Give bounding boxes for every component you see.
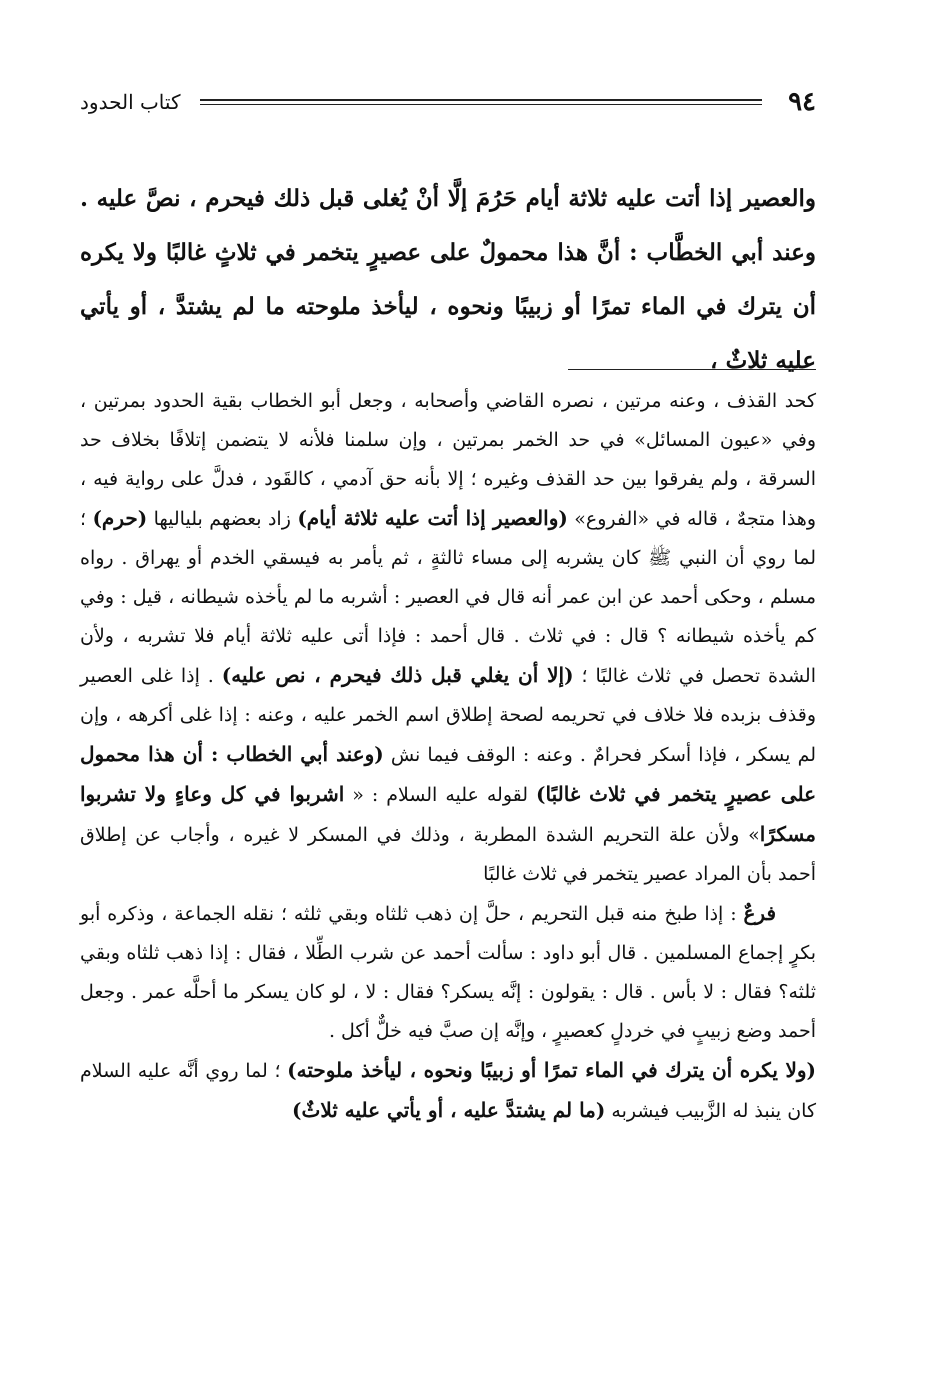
- page-number: ٩٤: [788, 87, 816, 117]
- quoted-main-text: (ما لم يشتدَّ عليه ، أو يأتي عليه ثلاثٌ): [292, 1098, 606, 1122]
- running-header: [80, 80, 816, 124]
- main-text: [80, 172, 816, 388]
- commentary-paragraph-2: [80, 894, 816, 1051]
- commentary-text: ؛ لما روي أنَّه عليه السلام كان ينبذ له الزَّبيب فيشربه: [80, 1060, 816, 1122]
- quoted-main-text: (حرم): [92, 506, 148, 530]
- commentary-paragraph-1: [80, 382, 816, 894]
- commentary-text: ؛ لما روي أن النبي ﷺ كان يشربه إلى مساء ثالثةٍ ، ثم يأمر به فيسقي الخدم أو يهراق . رواه مسلم ، وحكى أحمد عن ابن عمر أنه قال في العصير : أشربه ما لم يأخذه شيطانه ، قيل : وفي كم يأخذه شيطانه ؟ قال : في ثلاث . قال أحمد : فإذا أتى عليه ثلاثة أيام فلا تشربه ، ولأن الشدة تحصل في ثلاث غالبًا ؛: [80, 508, 817, 687]
- footnote-divider: [568, 369, 816, 370]
- commentary-text: » ولأن علة التحريم الشدة المطربة ، وذلك في المسكر لا غيره ، وأجاب عن إطلاق أحمد بأن المراد عصير يتخمر في ثلاث غالبًا: [80, 824, 816, 885]
- main-text-paragraph: والعصير إذا أتت عليه ثلاثة أيام حَرُمَ إلَّا أنْ يُغلى قبل ذلك فيحرم ، نصَّ عليه . وعند أبي الخطَّاب : أنَّ هذا محمولٌ على عصيرٍ يتخمر في ثلاثٍ غالبًا ولا يكره أن يترك في الماء تمرًا أو زبيبًا ونحوه ، ليأخذ ملوحته ما لم يشتدَّ ، أو يأتي عليه ثلاثٌ ،: [80, 185, 816, 374]
- commentary-text: لقوله عليه السلام : «: [344, 784, 537, 806]
- branch-label: فرعٌ: [743, 901, 776, 925]
- quoted-main-text: (وعند أبي الخطاب : أن هذا محمول على عصيرٍ يتخمر في ثلاث غالبًا): [80, 742, 816, 806]
- commentary-paragraph-3: [80, 1051, 816, 1131]
- commentary-text: زاد بعضهم بلياليها: [147, 508, 298, 530]
- commentary: [80, 382, 816, 1131]
- commentary-text: : إذا طبخ منه قبل التحريم ، حلَّ إن ذهب ثلثاه وبقي ثلثه ؛ نقله الجماعة ، وذكره أبو بكرٍ إجماع المسلمين . قال أبو داود : سألت أحمد عن شرب الطِّلا ، فقال : إذا ذهب ثلثاه وبقي ثلثه؟ فقال : لا بأس . قال : يقولون : إنَّه يسكر؟ فقال : لا ، لو كان يسكر ما أحلَّه عمر . وجعل أحمد وضع زبيبٍ في خردلٍ كعصيرٍ ، وإنَّه إن صبَّ فيه خلٌّ أكل .: [80, 903, 816, 1042]
- quoted-main-text: (ولا يكره أن يترك في الماء تمرًا أو زبيبًا ونحوه ، ليأخذ ملوحته): [287, 1058, 817, 1082]
- book-title: كتاب الحدود: [80, 90, 181, 114]
- hadith-quote: اشربوا في كل وعاءٍ ولا تشربوا مسكرًا: [80, 782, 816, 846]
- quoted-main-text: (إلا أن يغلي قبل ذلك فيحرم ، نص عليه): [221, 663, 574, 687]
- quoted-main-text: (والعصير إذا أتت عليه ثلاثة أيام): [297, 506, 568, 530]
- header-rule: [200, 99, 762, 105]
- commentary-text: . إذا غلى العصير وقذف بزبده فلا خلاف في تحريمه لصحة إطلاق اسم الخمر عليه ، وعنه : إذا غلى أكرهه ، وإن لم يسكر ، فإذا أسكر فحرامٌ . وعنه : الوقف فيما نش: [80, 665, 817, 766]
- commentary-text: كحد القذف ، وعنه مرتين ، نصره القاضي وأصحابه ، وجعل أبو الخطاب بقية الحدود بمرتين ، وفي «عيون المسائل» في حد الخمر بمرتين ، وإن سلمنا فلأنه لا يتضمن إتلافًا بخلاف حد السرقة ، ولم يفرقوا بين حد القذف وغيره ؛ إلا بأنه حق آدمي ، كالقَود ، فدلَّ على رواية فيه ، وهذا متجهٌ ، قاله في «الفروع»: [80, 390, 816, 530]
